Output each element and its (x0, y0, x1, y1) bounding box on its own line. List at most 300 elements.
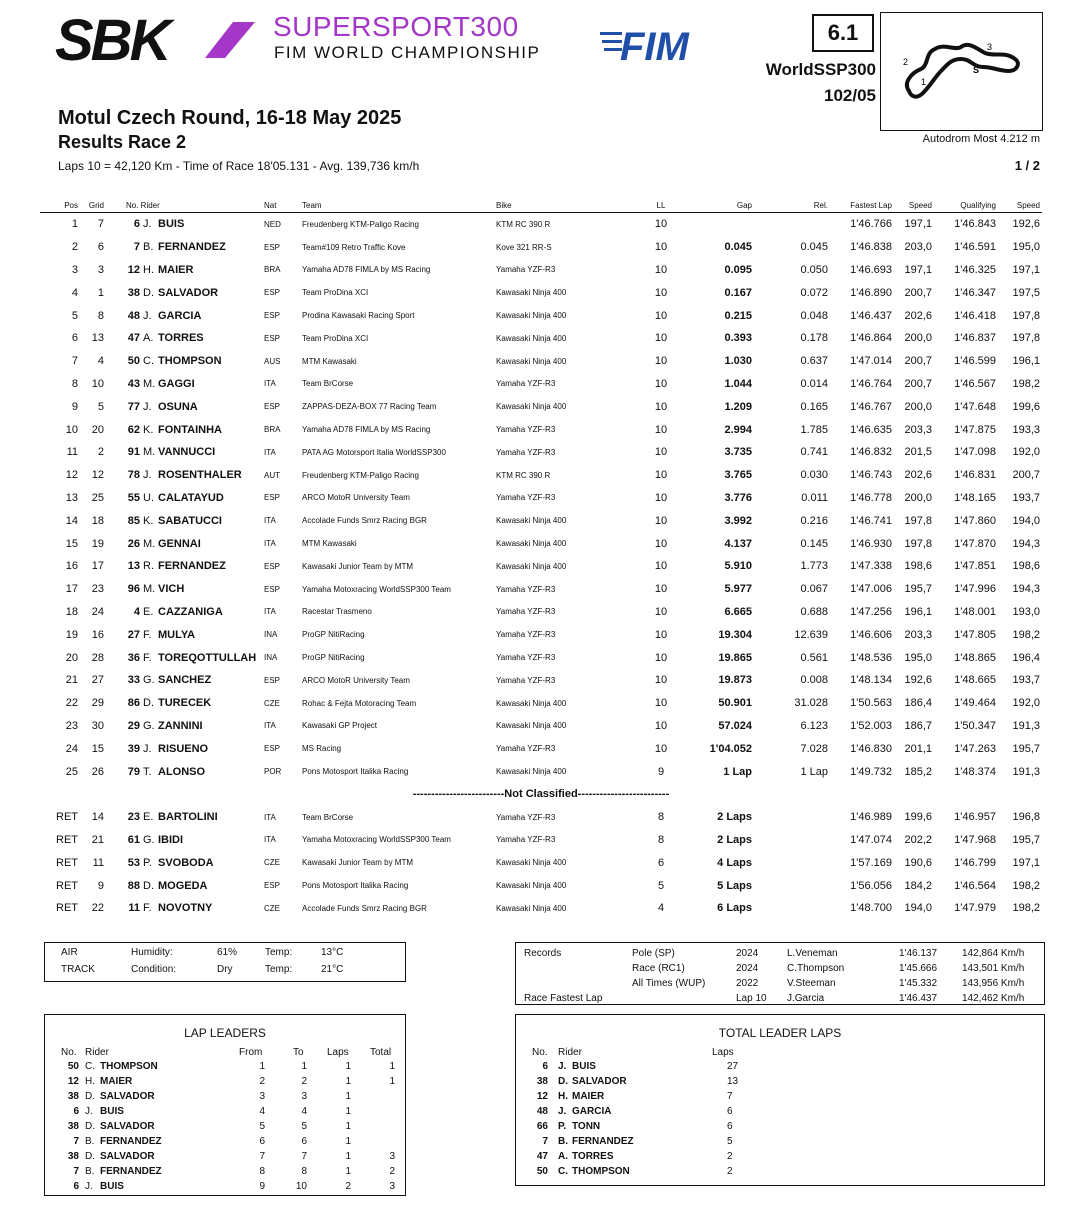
rider-number: 6 (542, 1061, 548, 1072)
col-bike: Bike (494, 198, 642, 213)
bike-cell: Kawasaki Ninja 400 (496, 333, 567, 343)
rider-first-initial: A. (143, 332, 154, 345)
lap-to: 2 (301, 1076, 307, 1087)
gap-cell: 1 Lap (723, 765, 752, 778)
record-time: 1'46.137 (899, 948, 938, 959)
table-row (40, 623, 1042, 646)
team-cell: Accolade Funds Smrz Racing BGR (302, 903, 427, 913)
qualifying-cell: 1'46.567 (954, 377, 996, 390)
rider-last-name: TORRES (572, 1151, 614, 1162)
gap-cell: 5.977 (724, 583, 752, 596)
bike-cell: Yamaha YZF-R3 (496, 265, 556, 275)
grid-cell: 6 (97, 241, 104, 254)
ll-h-total: Total (370, 1047, 392, 1058)
rider-number: 53 (127, 856, 140, 869)
rel-cell: 0.178 (800, 332, 828, 345)
rider-number: 61 (127, 833, 140, 846)
rel-cell: 0.067 (800, 583, 828, 596)
rider-last-name: BUIS (158, 218, 185, 231)
list-item (516, 1106, 1044, 1121)
team-cell: ARCO MotoR University Team (302, 675, 410, 685)
qualifying-speed-cell: 193,7 (1012, 491, 1040, 504)
rider-last-name: FERNANDEZ (572, 1136, 634, 1147)
rider-number: 29 (127, 719, 140, 732)
lap-to: 5 (301, 1121, 307, 1132)
nat-cell: ESP (264, 311, 281, 321)
rel-cell (754, 897, 830, 920)
speed-cell: 195,0 (904, 651, 932, 664)
nat-cell: INA (264, 653, 278, 663)
rel-cell: 0.637 (800, 355, 828, 368)
rider-first-initial: J. (85, 1106, 93, 1117)
total-leader-laps-title: TOTAL LEADER LAPS (718, 1026, 842, 1040)
qualifying-cell: 1'46.325 (954, 263, 996, 276)
team-cell: Kawasaki Junior Team by MTM (302, 858, 413, 868)
nat-cell: CZE (264, 903, 280, 913)
rider-number: 55 (127, 491, 140, 504)
bike-cell: Kawasaki Ninja 400 (496, 311, 567, 321)
qualifying-speed-cell: 191,3 (1012, 719, 1040, 732)
rider-first-initial: J. (143, 218, 152, 231)
nat-cell: ESP (264, 288, 281, 298)
fastest-lap-cell: 1'57.169 (850, 856, 892, 869)
bike-cell: Kawasaki Ninja 400 (496, 288, 567, 298)
lap-to: 10 (295, 1181, 307, 1192)
laps-cell: 10 (654, 491, 668, 504)
lap-total: 3 (389, 1151, 395, 1162)
laps-cell: 10 (654, 377, 668, 390)
qualifying-cell: 1'46.591 (954, 241, 996, 254)
rider-last-name: GAGGI (158, 377, 195, 390)
fim-logo-text: FIM (620, 25, 689, 66)
team-cell: Yamaha Motoxracing WorldSSP300 Team (302, 835, 451, 845)
rel-cell: 0.011 (801, 491, 828, 504)
qualifying-cell: 1'48.001 (954, 605, 996, 618)
total-leader-laps-header (516, 1047, 1044, 1062)
speed-cell: 200,7 (904, 355, 932, 368)
fastest-lap-cell: 1'47.006 (850, 583, 892, 596)
laps-cell: 10 (654, 218, 668, 231)
gap-cell: 1.044 (724, 377, 752, 390)
rider-cell (106, 623, 262, 646)
leader-laps: 2 (727, 1166, 733, 1177)
qualifying-cell: 1'50.347 (954, 719, 996, 732)
grid-cell: 25 (91, 491, 104, 504)
table-row (40, 692, 1042, 715)
pos-cell: 13 (65, 491, 78, 504)
ll-h-to: To (293, 1047, 304, 1058)
rider-first-initial: M. (143, 537, 156, 550)
table-row (40, 213, 1042, 236)
tl-h-no: No. (532, 1047, 548, 1058)
rider-last-name: SANCHEZ (158, 674, 212, 687)
grid-cell: 13 (91, 332, 104, 345)
fastest-lap-cell: 1'46.830 (850, 742, 892, 755)
laps-cell: 10 (654, 742, 668, 755)
rider-first-initial: J. (558, 1106, 567, 1117)
bike-cell: Kawasaki Ninja 400 (496, 561, 567, 571)
speed-cell: 200,7 (904, 286, 932, 299)
rider-first-initial: J. (143, 309, 152, 322)
nat-cell: CZE (264, 858, 280, 868)
laps-cell: 10 (654, 400, 668, 413)
qualifying-cell: 1'48.165 (954, 491, 996, 504)
rider-number: 38 (67, 1091, 79, 1102)
rider-last-name: FERNANDEZ (158, 560, 226, 573)
rider-last-name: BUIS (100, 1181, 124, 1192)
grid-cell: 20 (91, 423, 104, 436)
lap-from: 5 (259, 1121, 265, 1132)
fastest-lap-cell: 1'46.743 (850, 469, 892, 482)
rel-cell: 0.741 (800, 446, 828, 459)
bike-cell: Kawasaki Ninja 400 (496, 721, 567, 731)
rel-cell: 0.014 (800, 377, 828, 390)
rider-number: 66 (536, 1121, 548, 1132)
team-cell: Pons Motosport Italika Racing (302, 767, 409, 777)
bike-cell: Yamaha YZF-R3 (496, 493, 556, 503)
rider-cell (106, 304, 262, 327)
bike-cell: Yamaha YZF-R3 (496, 675, 556, 685)
table-row (40, 350, 1042, 373)
rel-cell: 0.072 (800, 286, 828, 299)
fastest-lap-cell: 1'46.930 (850, 537, 892, 550)
laps-cell: 10 (654, 674, 668, 687)
series-subtitle: FIM WORLD CHAMPIONSHIP (274, 43, 541, 62)
rider-cell (106, 760, 262, 783)
bike-cell: Kawasaki Ninja 400 (496, 402, 567, 412)
leader-laps: 2 (727, 1151, 733, 1162)
rider-number: 43 (127, 377, 140, 390)
lap-leaders-title: LAP LEADERS (184, 1026, 266, 1040)
rider-last-name: TONN (572, 1121, 601, 1132)
rider-number: 48 (536, 1106, 548, 1117)
track-corner-label: 2 (903, 57, 909, 67)
humidity-label: Humidity: (131, 947, 173, 958)
pos-cell: 7 (71, 355, 78, 368)
rider-cell (106, 509, 262, 532)
record-year: 2024 (736, 963, 759, 974)
qualifying-cell: 1'49.464 (954, 697, 996, 710)
sbk-logo-text: SBK (55, 14, 169, 66)
laps-cell: 10 (654, 628, 668, 641)
fastest-lap-cell: 1'48.700 (850, 902, 892, 915)
rider-last-name: MAIER (572, 1091, 605, 1102)
nat-cell: AUT (264, 470, 280, 480)
qualifying-speed-cell: 197,8 (1012, 309, 1040, 322)
rel-cell: 1.785 (800, 423, 828, 436)
document-code: 102/05 (824, 86, 876, 105)
laps-cell: 10 (654, 286, 668, 299)
rider-first-initial: M. (143, 446, 156, 459)
qualifying-cell: 1'46.347 (954, 286, 996, 299)
qualifying-speed-cell: 195,7 (1012, 742, 1040, 755)
qualifying-cell: 1'47.263 (954, 742, 996, 755)
rider-cell (106, 464, 262, 487)
team-cell: MTM Kawasaki (302, 539, 357, 549)
lap-from: 2 (259, 1076, 265, 1087)
rider-number: 38 (67, 1151, 79, 1162)
pos-cell: 16 (65, 560, 78, 573)
qualifying-cell: 1'47.870 (954, 537, 996, 550)
rider-number: 7 (133, 241, 140, 254)
grid-cell: 8 (97, 309, 104, 322)
page-number: 1 / 2 (1014, 158, 1040, 173)
rider-number: 38 (127, 286, 140, 299)
rider-cell (106, 281, 262, 304)
table-header-row (40, 198, 1042, 213)
rider-last-name: THOMPSON (158, 355, 222, 368)
qualifying-cell: 1'46.599 (954, 355, 996, 368)
bike-cell: Yamaha YZF-R3 (496, 630, 556, 640)
rider-cell (106, 578, 262, 601)
rider-number: 62 (127, 423, 140, 436)
bike-cell: Kawasaki Ninja 400 (496, 698, 567, 708)
speed-cell: 197,8 (904, 537, 932, 550)
grid-cell: 5 (97, 400, 104, 413)
nat-cell: ITA (264, 447, 276, 457)
rider-cell (106, 395, 262, 418)
rider-number: 6 (73, 1181, 79, 1192)
list-item (516, 1136, 1044, 1151)
bike-cell: Kawasaki Ninja 400 (496, 903, 567, 913)
rider-last-name: FERNANDEZ (100, 1136, 162, 1147)
bike-cell: Yamaha YZF-R3 (496, 653, 556, 663)
record-rider: C.Thompson (787, 963, 845, 974)
pos-cell: 19 (65, 628, 78, 641)
rider-first-initial: F. (143, 902, 152, 915)
gap-cell: 3.992 (724, 514, 752, 527)
rel-cell: 1.773 (800, 560, 828, 573)
gap-cell: 57.024 (718, 719, 752, 732)
table-row (40, 441, 1042, 464)
qualifying-speed-cell: 197,1 (1012, 856, 1040, 869)
speed-cell: 190,6 (904, 856, 932, 869)
qualifying-speed-cell: 197,5 (1012, 286, 1040, 299)
rider-cell (106, 327, 262, 350)
rel-cell: 6.123 (800, 719, 828, 732)
fastest-lap-cell: 1'49.732 (850, 765, 892, 778)
laps-cell: 8 (657, 833, 665, 846)
rider-first-initial: J. (85, 1181, 93, 1192)
rider-last-name: CAZZANIGA (158, 605, 223, 618)
qualifying-cell: 1'47.648 (954, 400, 996, 413)
humidity-value: 61% (217, 947, 238, 958)
fim-logo (600, 22, 698, 66)
rider-first-initial: K. (143, 423, 154, 436)
rider-first-initial: C. (558, 1166, 568, 1177)
bike-cell: Yamaha YZF-R3 (496, 812, 556, 822)
qualifying-speed-cell: 197,1 (1012, 263, 1040, 276)
rider-last-name: SALVADOR (100, 1091, 155, 1102)
rider-number: 11 (128, 902, 140, 915)
gap-cell: 2 Laps (717, 811, 752, 824)
rider-number: 88 (127, 879, 140, 892)
speed-cell: 199,6 (904, 811, 932, 824)
gap-cell: 2.994 (724, 423, 752, 436)
rider-cell (106, 601, 262, 624)
lap-to: 7 (301, 1151, 307, 1162)
rider-first-initial: D. (558, 1076, 568, 1087)
laps-cell: 10 (654, 423, 668, 436)
qualifying-speed-cell: 192,0 (1012, 446, 1040, 459)
table-row (40, 737, 1042, 760)
rider-number: 77 (127, 400, 140, 413)
table-row (40, 555, 1042, 578)
leader-laps: 5 (727, 1136, 733, 1147)
fastest-lap-cell: 1'46.437 (850, 309, 892, 322)
qualifying-speed-cell: 194,0 (1012, 514, 1040, 527)
rider-last-name: SALVADOR (572, 1076, 627, 1087)
condition-value: Dry (217, 964, 233, 975)
track-temp-value: 21°C (321, 964, 344, 975)
track-name: Autodrom Most 4.212 m (922, 133, 1040, 145)
rider-first-initial: R. (143, 560, 154, 573)
air-temp-value: 13°C (321, 947, 344, 958)
rider-number: 47 (127, 332, 140, 345)
speed-cell: 186,7 (904, 719, 932, 732)
table-row (40, 646, 1042, 669)
rel-cell (754, 874, 830, 897)
rider-number: 78 (127, 469, 140, 482)
rider-number: 4 (133, 605, 140, 618)
leader-laps: 6 (727, 1121, 733, 1132)
gap-cell: 2 Laps (717, 833, 752, 846)
rider-last-name: SALVADOR (100, 1121, 155, 1132)
nat-cell: AUS (264, 356, 281, 366)
rider-last-name: THOMPSON (572, 1166, 630, 1177)
rider-number: 7 (73, 1166, 79, 1177)
record-rider: V.Steeman (787, 978, 836, 989)
grid-cell: 15 (91, 742, 104, 755)
pos-cell: 5 (71, 309, 78, 322)
rider-last-name: SALVADOR (158, 286, 219, 299)
rider-number: 6 (133, 218, 140, 231)
team-cell: Team BrCorse (302, 379, 354, 389)
rider-cell (106, 851, 262, 874)
rider-first-initial: F. (143, 651, 152, 664)
rel-cell: 0.008 (800, 674, 828, 687)
grid-cell: 28 (91, 651, 104, 664)
rel-cell: 0.045 (800, 241, 828, 254)
pos-cell: 9 (71, 400, 78, 413)
rider-first-initial: D. (143, 697, 154, 710)
pos-cell: 4 (71, 286, 78, 299)
race-fastest-lap-label: Race Fastest Lap (524, 993, 603, 1004)
rel-cell: 0.216 (800, 514, 828, 527)
record-type: Race (RC1) (632, 963, 685, 974)
fastest-lap-cell: 1'46.635 (850, 423, 892, 436)
nat-cell: BRA (264, 265, 281, 275)
qualifying-speed-cell: 195,0 (1012, 241, 1040, 254)
record-rider: J.Garcia (787, 993, 825, 1004)
laps-cell: 10 (654, 241, 668, 254)
qualifying-speed-cell: 199,6 (1012, 400, 1040, 413)
lap-to: 3 (301, 1091, 307, 1102)
fastest-lap-cell: 1'48.536 (850, 651, 892, 664)
speed-cell: 196,1 (904, 605, 932, 618)
pos-cell: 15 (65, 537, 78, 550)
rider-cell (106, 213, 262, 236)
rider-number: 38 (536, 1076, 548, 1087)
nat-cell: ESP (264, 744, 281, 754)
air-label: AIR (61, 947, 78, 958)
laps-cell: 10 (654, 560, 668, 573)
laps-cell: 10 (654, 355, 668, 368)
leader-laps: 27 (727, 1061, 739, 1072)
rider-first-initial: J. (558, 1061, 567, 1072)
laps-cell: 10 (654, 309, 668, 322)
fastest-lap-cell: 1'46.778 (850, 491, 892, 504)
gap-cell: 1.030 (724, 355, 752, 368)
record-rider: L.Veneman (787, 948, 838, 959)
rider-number: 50 (536, 1166, 548, 1177)
not-classified-divider (40, 783, 1042, 806)
lap-leaders-header (45, 1047, 405, 1062)
col-rel: Rel. (754, 198, 830, 213)
bike-cell: Kawasaki Ninja 400 (496, 767, 567, 777)
speed-cell: 194,0 (904, 902, 932, 915)
rider-first-initial: G. (143, 833, 155, 846)
rider-last-name: BUIS (100, 1106, 124, 1117)
bike-cell: Yamaha YZF-R3 (496, 584, 556, 594)
nat-cell: ITA (264, 539, 276, 549)
rider-last-name: FONTAINHA (158, 423, 222, 436)
laps-cell: 10 (654, 263, 668, 276)
rider-first-initial: D. (85, 1151, 95, 1162)
qualifying-cell: 1'46.831 (954, 469, 996, 482)
rider-number: 13 (127, 560, 140, 573)
rel-cell (754, 851, 830, 874)
rider-cell (106, 897, 262, 920)
laps-cell: 10 (654, 605, 668, 618)
rider-first-initial: E. (143, 811, 154, 824)
pos-cell: 20 (65, 651, 78, 664)
speed-cell: 197,1 (904, 218, 932, 231)
sbk-logo (55, 14, 265, 66)
rider-number: 50 (67, 1061, 79, 1072)
fastest-lap-cell: 1'46.832 (850, 446, 892, 459)
laps-cell: 10 (654, 719, 668, 732)
laps-cell: 10 (654, 514, 668, 527)
lap-leaders-box (44, 1014, 406, 1196)
rider-cell (106, 669, 262, 692)
record-time: 1'45.666 (899, 963, 938, 974)
speed-cell: 184,2 (904, 879, 932, 892)
rider-last-name: MULYA (158, 628, 196, 641)
pos-cell: RET (56, 902, 78, 915)
rider-first-initial: J. (143, 469, 152, 482)
table-row (40, 601, 1042, 624)
list-item (516, 1151, 1044, 1166)
rider-last-name: GARCIA (158, 309, 202, 322)
rider-last-name: TURECEK (158, 697, 212, 710)
nat-cell: ESP (264, 402, 281, 412)
rider-last-name: SVOBODA (158, 856, 214, 869)
gap-cell: 0.393 (724, 332, 752, 345)
nat-cell: ITA (264, 812, 276, 822)
qualifying-cell: 1'47.851 (954, 560, 996, 573)
lap-count: 2 (345, 1181, 351, 1192)
rider-number: 26 (127, 537, 140, 550)
rider-last-name: RISUENO (158, 742, 209, 755)
conditions-box (44, 942, 406, 982)
list-item (45, 1166, 405, 1181)
speed-cell: 197,8 (904, 514, 932, 527)
bike-cell: KTM RC 390 R (496, 470, 551, 480)
table-row (40, 897, 1042, 920)
rider-first-initial: M. (143, 583, 156, 596)
laps-cell: 10 (654, 537, 668, 550)
